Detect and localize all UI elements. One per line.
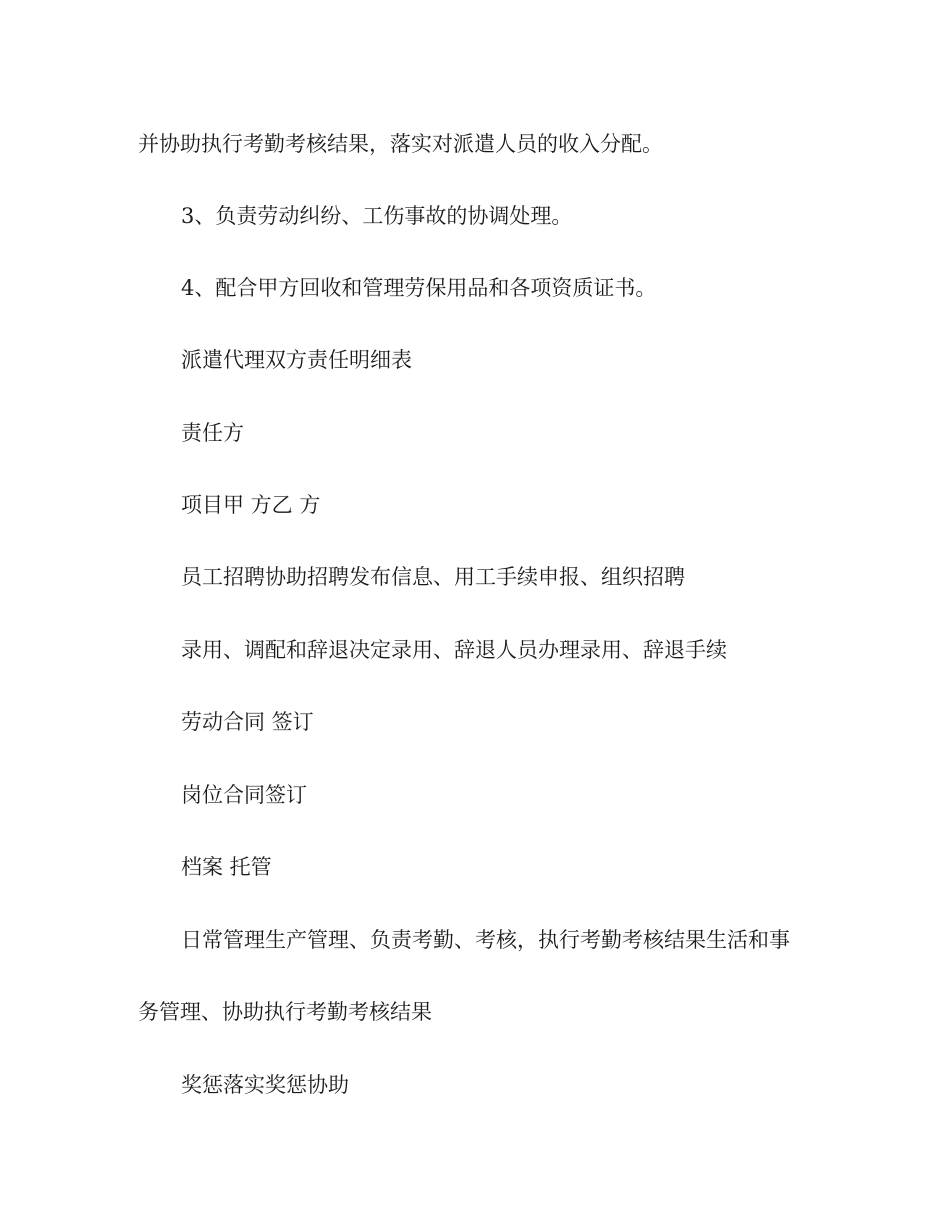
table-row-line: 岗位合同签订: [181, 783, 307, 807]
table-row-line: 员工招聘协助招聘发布信息、用工手续申报、组织招聘: [181, 565, 685, 589]
table-row-line: 奖惩落实奖惩协助: [181, 1073, 349, 1097]
paragraph-line: 3、负责劳动纠纷、工伤事故的协调处理。: [181, 204, 573, 228]
table-row-line: 务管理、协助执行考勤考核结果: [138, 1000, 432, 1024]
table-row-line: 劳动合同 签订: [181, 710, 314, 734]
table-header-line: 责任方: [181, 421, 244, 445]
table-title: 派遣代理双方责任明细表: [181, 348, 412, 372]
table-row-line: 录用、调配和辞退决定录用、辞退人员办理录用、辞退手续: [181, 638, 727, 662]
paragraph-line: 并协助执行考勤考核结果，落实对派遣人员的收入分配。: [138, 132, 663, 156]
paragraph-line: 4、配合甲方回收和管理劳保用品和各项资质证书。: [181, 276, 657, 300]
table-row-line: 日常管理生产管理、负责考勤、考核，执行考勤考核结果生活和事: [181, 928, 790, 952]
table-row-line: 档案 托管: [181, 855, 272, 879]
table-header-line: 项目甲 方乙 方: [181, 493, 321, 517]
